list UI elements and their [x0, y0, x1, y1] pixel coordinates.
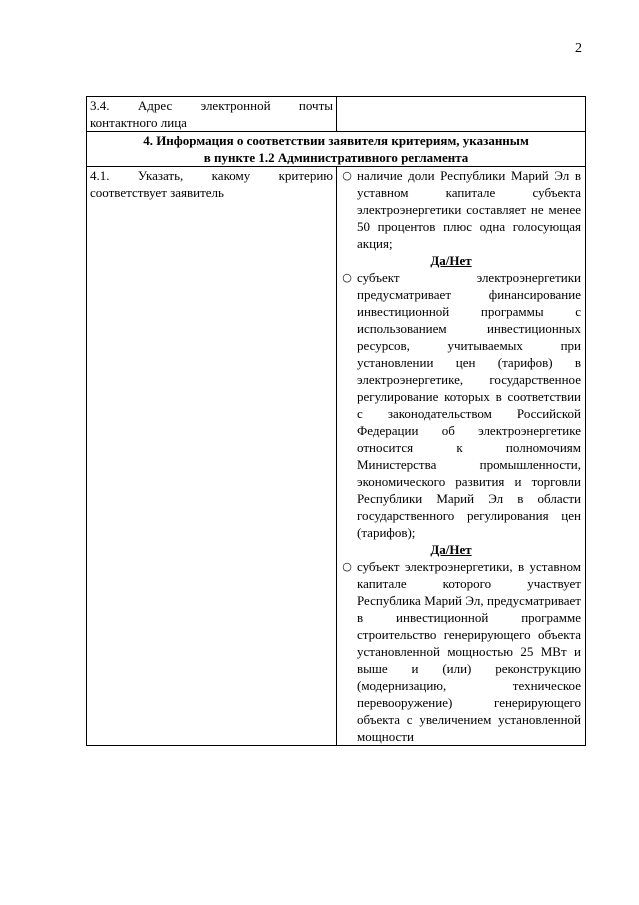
criterion-option-2 — [337, 269, 585, 541]
radio-circle-icon[interactable]: ○ — [342, 169, 352, 182]
section-header-4 — [87, 132, 586, 167]
radio-circle-icon[interactable]: ○ — [342, 560, 352, 573]
field-label-line: 3.4. Адрес электронной почты — [90, 98, 333, 113]
criterion-option-1 — [337, 167, 585, 252]
field-label-email — [87, 97, 337, 132]
criterion-option-3 — [337, 558, 585, 745]
field-label-line: соответствует заявитель — [90, 185, 224, 200]
table-row-3-4 — [87, 97, 586, 132]
yes-no-answer[interactable]: Да/Нет — [430, 253, 472, 268]
section-title-line: в пункте 1.2 Административного регламента — [203, 150, 469, 165]
field-label-criterion — [87, 167, 337, 746]
criteria-options — [337, 167, 586, 746]
application-form-table — [86, 96, 586, 746]
page-number: 2 — [575, 41, 582, 56]
table-row-4-1 — [87, 167, 586, 746]
radio-circle-icon[interactable]: ○ — [342, 271, 352, 284]
criterion-text: наличие доли Республики Марий Эл в уставном капитале субъекта электроэнергетики составляет не менее 50 процентов плюс одна голосующая акция; — [357, 168, 581, 251]
field-label-line: контактного лица — [90, 115, 187, 130]
yes-no-answer[interactable]: Да/Нет — [430, 542, 472, 557]
field-value-email[interactable] — [337, 97, 586, 132]
field-label-line: 4.1. Указать, какому критерию — [90, 168, 333, 183]
section-title-line: 4. Информация о соответствии заявителя критериям, указанным — [143, 133, 529, 148]
criterion-text: субъект электроэнергетики, в уставном капитале которого участвует Республика Марий Эл, предусматривает в инвестиционной программе строительство генерирующего объекта установленной мощностью 25 МВт и выше и (или) реконструкцию (модернизацию, техническое перевооружение) генерирующего объекта с увеличением установленной мощности — [357, 559, 581, 744]
criterion-text: субъект электроэнергетики предусматривает финансирование инвестиционной программы с использованием инвестиционных ресурсов, учитываемых при установлении цен (тарифов) в электроэнергетике, государственное регулирование которых в соответствии с законодательством Российской Федерации об электроэнергетике относится к полномочиям Министерства промышленности, экономического развития и торговли Республики Марий Эл в области государственного регулирования цен (тарифов); — [357, 270, 581, 540]
section-header-row — [87, 132, 586, 167]
